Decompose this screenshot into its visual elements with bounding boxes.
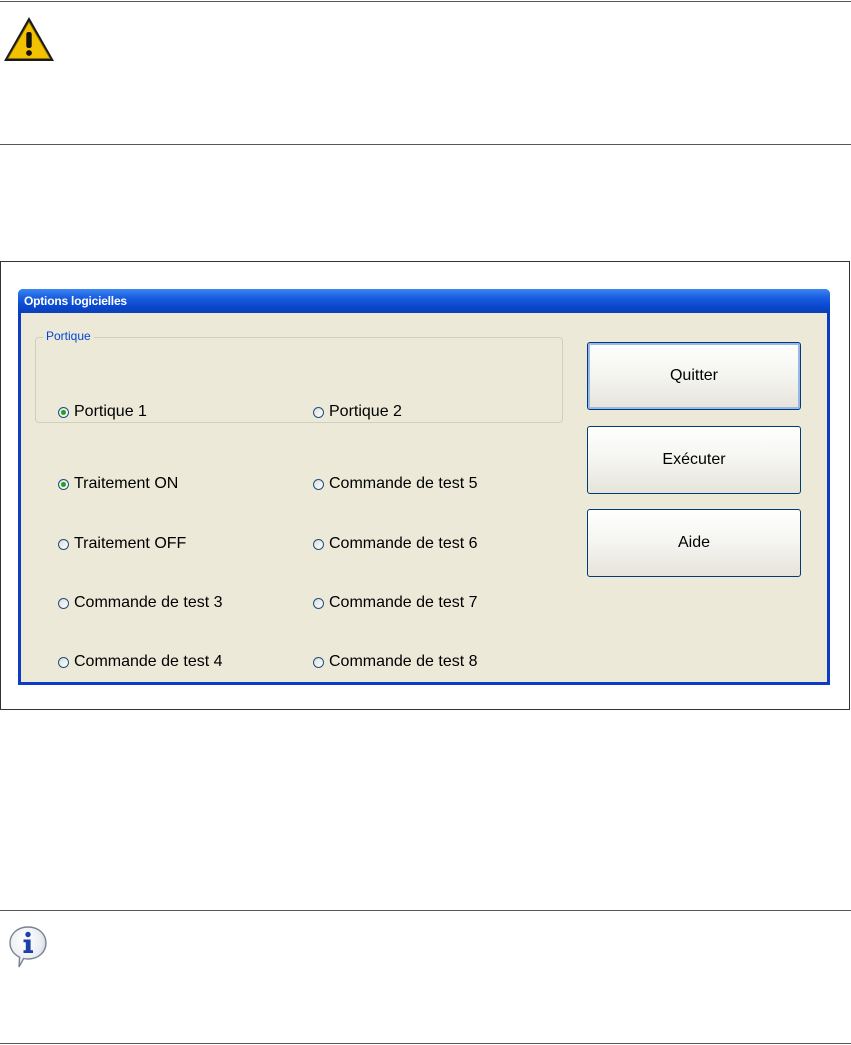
radio-commande-test-7[interactable] (313, 594, 478, 612)
radio-portique-2[interactable] (313, 403, 402, 421)
warning-icon (2, 14, 56, 64)
radio-label: Portique 2 (329, 403, 402, 420)
dialog-client-area (21, 313, 827, 682)
window-title: Options logicielles (24, 294, 127, 308)
radio-button-icon (58, 407, 69, 418)
radio-commande-test-3[interactable] (58, 594, 223, 612)
radio-label: Commande de test 4 (74, 653, 223, 670)
radio-commande-test-6[interactable] (313, 535, 478, 553)
radio-label: Traitement OFF (74, 535, 187, 552)
radio-commande-test-8[interactable] (313, 653, 478, 671)
help-button[interactable]: Aide (587, 509, 801, 577)
quit-button[interactable]: Quitter (587, 342, 801, 410)
portique-group-legend: Portique (43, 329, 94, 343)
execute-button[interactable]: Exécuter (587, 426, 801, 494)
radio-button-icon (313, 407, 324, 418)
radio-traitement-on[interactable] (58, 475, 178, 493)
warning-bottom-rule (0, 144, 851, 145)
radio-commande-test-4[interactable] (58, 653, 223, 671)
radio-portique-1[interactable] (58, 403, 147, 421)
radio-traitement-off[interactable] (58, 535, 186, 553)
radio-button-icon (58, 479, 69, 490)
radio-label: Portique 1 (74, 403, 147, 420)
info-bottom-rule (0, 1043, 851, 1044)
radio-button-icon (313, 479, 324, 490)
radio-label: Commande de test 7 (329, 594, 478, 611)
title-bar[interactable] (18, 289, 830, 313)
radio-button-icon (313, 598, 324, 609)
top-rule (0, 1, 851, 2)
radio-label: Commande de test 5 (329, 475, 478, 492)
radio-label: Commande de test 3 (74, 594, 223, 611)
radio-commande-test-5[interactable] (313, 475, 478, 493)
radio-button-icon (58, 598, 69, 609)
radio-button-icon (58, 539, 69, 550)
radio-button-icon (313, 539, 324, 550)
radio-label: Traitement ON (74, 475, 179, 492)
options-dialog (18, 289, 830, 685)
radio-label: Commande de test 6 (329, 535, 478, 552)
info-top-rule (0, 910, 851, 911)
radio-button-icon (313, 657, 324, 668)
radio-button-icon (58, 657, 69, 668)
radio-label: Commande de test 8 (329, 653, 478, 670)
info-icon (6, 924, 50, 970)
